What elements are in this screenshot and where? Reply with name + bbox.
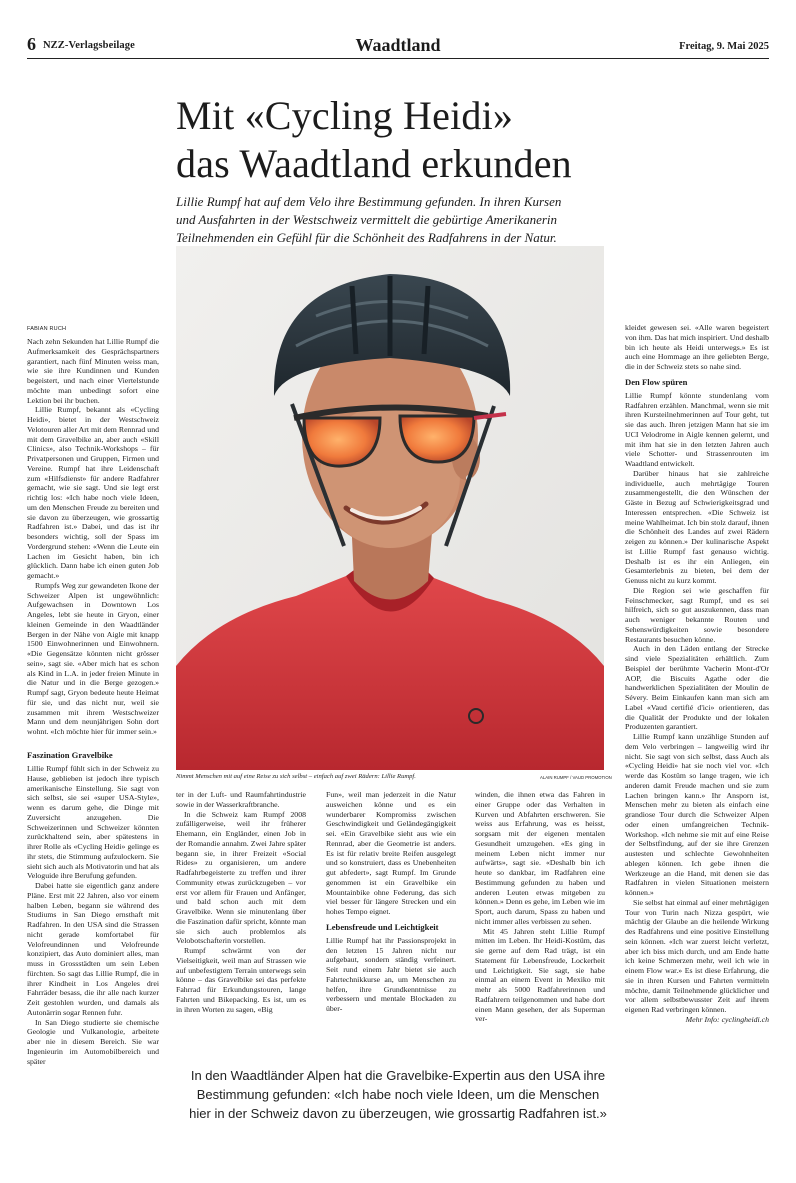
pull-quote xyxy=(0,1066,796,1123)
pull-quote-line-2: Bestimmung gefunden: «Ich habe noch viele Ideen, um die Menschen xyxy=(196,1087,600,1102)
body-paragraph: Lillie Rumpf hat ihr Passionsprojekt in den letzten 15 Jahren nicht nur aufgebaut, sondern ständig verfeinert. Seit rund einem Jahr bietet sie auch Fahrtechnikkurse an, um Menschen zu helfen, ihre Grundkenntnisse zu verbessern und mentale Blockaden zu über- xyxy=(326,935,456,1013)
lead-line-2: und Ausfahrten in der Westschweiz vermittelt die gebürtige Amerikanerin xyxy=(176,212,558,227)
body-paragraph: ter in der Luft- und Raumfahrtindustrie sowie in der Wasserkraftbranche. xyxy=(176,790,306,809)
photo-caption: Nimmt Menschen mit auf eine Reise zu sich selbst – einfach auf zwei Rädern: Lillie Rumpf. xyxy=(176,773,416,780)
body-paragraph: Mit 45 Jahren steht Lillie Rumpf mitten im Leben. Ihr Heidi-Kostüm, das sie gerne auf dem Rad trägt, ist ein Statement für Lebensfreude, Lockerheit und Leichtigkeit. Sie sagt, sie habe einmal an einem Event in Mexiko mit mehr als 5000 Radfahrerinnen und Radfahrern teilgenommen und habe dort einen Mann gesehen, der als Superman ver- xyxy=(475,926,605,1024)
headline-line-1: Mit «Cycling Heidi» xyxy=(176,93,514,138)
body-paragraph: Fun», weil man jederzeit in die Natur ausweichen könne und es ein wunderbarer Kompromiss zwischen Geschwindigkeit und Geländegängigkeit sei. «Ein Gravelbike sieht aus wie ein Rennrad, aber die Geometrie ist anders. Es ist für relativ breite Reifen ausgelegt und so konstruiert, dass es Unebenheiten gut abfedert», sagt Rumpf. Im Grunde genommen ist ein Gravelbike ein Mountainbike ohne Federung, das sich viel besser für längere Strecken und ein hohes Tempo eignet. xyxy=(326,790,456,916)
pull-quote-line-3: hier in der Schweiz davon zu überzeugen, wie grossartig Radfahren ist.» xyxy=(189,1106,607,1121)
more-info-link[interactable]: Mehr Info: cyclingheidi.ch xyxy=(685,1014,769,1024)
text-column-5 xyxy=(625,323,769,1035)
subheading-gravelbike: Faszination Gravelbike xyxy=(27,750,113,760)
body-paragraph: Rumpfs Weg zur gewandeten Ikone der Schweizer Alpen ist ungewöhnlich: Aufgewachsen in Downtown Los Angeles, lebt sie heute in Gryon, einer kleinen Gemeinde in den Waadtländer Bergen in der Nähe von Aigle mit knapp 1500 Einwohnerinnen und Einwohnern. «Die Gegensätze könnten nicht grösser sein», sagt sie. «Aber mich hat es schon als Kind in L.A. in jeder freien Minute in die Natur und in die Berge gezogen.» Rumpf sagt, Gryon bedeute heute Heimat für sie, und das nicht nur, weil sie zusammen mit ihrem Westschweizer Mann und dem neunjährigen Sohn dort wohnt. «Ich möchte hier für immer sein.» xyxy=(27,580,159,736)
publication-name: NZZ-Verlagsbeilage xyxy=(43,40,135,51)
subheading-flow: Den Flow spüren xyxy=(625,376,688,387)
cyclist-portrait-illustration xyxy=(176,246,604,770)
body-paragraph: Lillie Rumpf fühlt sich in der Schweiz zu Hause, geblieben ist jedoch ihre typisch amerikanische Einstellung. Sie sagt von sich selbst, sie sei «super USA-Style», wenn es darum gehe, die Dinge mit Zuversicht anzugehen. Die Schweizerinnen und Schweizer könnten zurückhaltend sein, aber spätestens in ihrer Rolle als «Cycling Heidi» gelinge es ihr stets, die Stimmung aufzulockern. Sie sieht sich auch als Motivatorin und hat als Veloguide ihre Berufung gefunden. xyxy=(27,764,159,881)
body-paragraph: Nach zehn Sekunden hat Lillie Rumpf die Aufmerksamkeit des Gesprächspartners garantiert, nach fünf Minuten weiss man, wie sie ihre Kundinnen und Kunden begeistert, und nach einer Viertelstunde möchte man unbedingt sofort eine Lektion bei ihr buchen. xyxy=(27,337,159,405)
body-paragraph: In die Schweiz kam Rumpf 2008 zufälligerweise, weil ihr früherer Ehemann, ein Engländer, einen Job in der Romandie annahm. Zwei Jahre später begann sie, in ihrer Freizeit «Social Rides» zu organisieren, um andere Radfahrbegeisterte zu treffen und ihrer Community etwas zurückzugeben – vor erst vor allem für Frauen und Anfänger, und bald schon auch mit dem Gravelbike. Wenn sie minutenlang über die Faszination dafür spricht, könnte man sie sich auch problemlos als Velobotschafterin vorstellen. xyxy=(176,809,306,946)
photo-credit: ALAIN RUMPF / VAUD PROMOTION xyxy=(540,775,612,780)
portrait-photo xyxy=(176,246,604,770)
text-column-3 xyxy=(326,790,456,1030)
text-column-4 xyxy=(475,790,605,1030)
headline-line-2: das Waadtland erkunden xyxy=(176,141,572,186)
body-paragraph: kleidet gewesen sei. «Alle waren begeistert von ihm. Das hat mich inspiriert. Und deshalb bin ich heute als Heidi unterwegs.» Es ist auch eine Hommage an ihre geliebten Berge, die in der Schweiz stets so nahe sind. xyxy=(625,323,770,371)
body-paragraph: Sie selbst hat einmal auf einer mehrtägigen Tour von Turin nach Nizza gespürt, wie mächtig der Glaube an die heilende Wirkung des Radfahrens und eine positive Einstellung sein können. «Ich war zuerst leicht verletzt, aber ich biss mich durch, und am Ende hatte ich keine Schmerzen mehr, weil ich wie in einem Flow war.» Es ist diese Erfahrung, die sie in ihren Kursen und Fahrten vermitteln möchte, damit Teilnehmende glücklicher und vor allem selbstbewusster Zeit auf ihrem eigenen Rad verbringen können. xyxy=(625,897,769,1014)
body-paragraph: Dabei hatte sie eigentlich ganz andere Pläne. Erst mit 22 Jahren, also vor einem halben Leben, begann sie während des Studiums in San Diego ernsthaft mit Radfahren. In den USA sind die Strassen nicht gerade komfortabel für Velofreundinnen und Velofreunde konzipiert, das Auto dominiert alles, man muss in Grossstädten um sein Leben fürchten. So sagt das Lillie Rumpf, die in ihrer Kindheit in Los Angeles drei Fahrräder besass, die ihr alle nach kurzer Zeit gestohlen wurden, und damals als Autonärrin sogar Rennen fuhr. xyxy=(27,881,159,1017)
lead-paragraph xyxy=(176,193,596,247)
body-paragraph: Lillie Rumpf kann unzählige Stunden auf dem Velo verbringen – langweilig wird ihr nicht. Sie sagt von sich selbst, dass Auch als «Cycling Heidi» hat sie noch viel vor. «Ich werde das Kostüm so lange tragen, wie ich anderen damit Freude machen und sie zum Lachen bringen kann.» Ihr Ansporn ist, Menschen mehr zu bieten als einfach eine grandiose Tour durch die Schweizer Alpen oder einen umfangreichen Technik-Workshop. «Ich nehme sie mit auf eine Reise der Selbstfindung, auf der sie ihre Grenzen austesten und schlechte Gewohnheiten ablegen können. Ich gebe ihnen die Werkzeuge an die Hand, mit denen sie das Radfahren in vielen Situationen meistern können.» xyxy=(625,732,769,897)
text-column-1-lower xyxy=(27,745,159,1066)
body-paragraph: Rumpf schwärmt von der Vielseitigkeit, weil man auf Strassen wie auf unbefestigtem Terrain unterwegs sein könne – das Gravelbike sei das perfekte Fahrrad für Erkundungstouren, lange Fahrten und Bikepacking. Es ist, um es in ihren Worten zu sagen, «Big xyxy=(176,946,306,1014)
body-paragraph: winden, die ihnen etwa das Fahren in einer Gruppe oder das Verhalten in Kurven und Abfahrten erschweren. Sie weiss aus Erfahrung, was es heisst, sorgsam mit der eigenen mentalen Gesundheit umzugehen. «Es ging in meinem Leben nicht immer nur aufwärts», sagt sie. «Deshalb bin ich heute so dankbar, im Radfahren eine Bestimmung gefunden zu haben und anderen Leuten etwas mitgeben zu können.» Denn es gehe, im Leben wie im Sport, auch darum, Spass zu haben und nicht immer alles verbissen zu sehen. xyxy=(475,790,605,926)
lead-line-1: Lillie Rumpf hat auf dem Velo ihre Bestimmung gefunden. In ihren Kursen xyxy=(176,194,562,209)
subheading-lebensfreude: Lebensfreude und Leichtigkeit xyxy=(326,921,439,932)
header-rule xyxy=(27,58,769,59)
text-column-2 xyxy=(176,790,306,1030)
body-paragraph: Die Region sei wie geschaffen für Feinschmecker, sagt Rumpf, und es sei hilfreich, sich so gut auszukennen, dass man auch weniger bekannte Routen und Sehenswürdigkeiten sowie besondere Restaurants besuchen könne. xyxy=(625,585,769,644)
issue-date: Freitag, 9. Mai 2025 xyxy=(679,41,769,52)
body-paragraph: Lillie Rumpf, bekannt als «Cycling Heidi», bietet in der Westschweiz Velotouren aller Art mit dem Rennrad und mit dem Gravelbike an, aber auch «Skill Clinics», also Technik-Workshops – für Privatpersonen und Gruppen, Firmen und Vereine. Rumpf hat ihre Leidenschaft zum «Hilfsdienst» für andere Radfahrer gemacht, wie sie sagt. Und sie legt erst richtig los: «Ich habe noch viele Ideen, um den Menschen Freude zu bereiten und sie davon zu überzeugen, wie grossartig Radfahren ist.» Dabei, und das ist ihr besonders wichtig, soll der Spass im Vordergrund stehen: «Wenn die Leute ein Lachen im Gesicht haben, bin ich glücklich. Dann habe ich einen guten Job gemacht.» xyxy=(27,405,159,580)
body-paragraph: Darüber hinaus hat sie zahlreiche individuelle, auch mehrtägige Touren zusammengestellt, die den Wünschen der Gäste in Bezug auf Schwierigkeitsgrad und Interessen entsprechen. «Die Schweiz ist meine Wahlheimat. Ich bin stolz darauf, ihnen die Schönheit des Landes auf zwei Rädern zeigen zu können.» Der kulinarische Aspekt ist Lillie Rumpf fast genauso wichtig. Deshalb ist es ihr ein Anliegen, ein Gesamterlebnis zu bieten, bei dem der Genuss nicht zu kurz kommt. xyxy=(625,468,769,585)
body-paragraph: Lillie Rumpf könnte stundenlang vom Radfahren erzählen. Manchmal, wenn sie mit ihren Kursteilnehmerinnen auf Tour geht, tut sie das auch. Ihren jetzigen Mann hat sie im UCI Velodrome in Aigle kennen gelernt, und mit ihm hat sie in den letzten Jahren auch viele Schotter- und Strassenrouten im Waadtland entwickelt. xyxy=(625,390,769,468)
author-byline: FABIAN RUCH xyxy=(27,326,67,332)
body-paragraph: Auch in den Läden entlang der Strecke sind viele Spezialitäten erhältlich. Zum Beispiel der berühmte Vacherin Mont-d'Or AOP, die Biscuits Agathe oder die handwerklichen Spezialitäten der Moulin de Sévery. Beim Einkaufen kann man sich am Label «Vaud certifié d'ici» orientieren, das die Qualität der Produkte und der lokalen Produzenten garantiert. xyxy=(625,644,769,732)
section-title: Waadtland xyxy=(355,35,441,55)
text-column-1 xyxy=(27,337,159,737)
page-number: 6 xyxy=(27,34,36,54)
pull-quote-line-1: In den Waadtländer Alpen hat die Gravelbike-Expertin aus den USA ihre xyxy=(190,1068,606,1083)
headline xyxy=(176,92,776,188)
lead-line-3: Teilnehmenden ein Gefühl für die Schönheit des Radfahrens in der Natur. xyxy=(176,230,557,245)
body-paragraph: In San Diego studierte sie chemische Geologie und Vulkanologie, arbeitete aber nie in diesem Bereich. Sie war Ingenieurin im Automobilbereich und später xyxy=(27,1017,159,1066)
